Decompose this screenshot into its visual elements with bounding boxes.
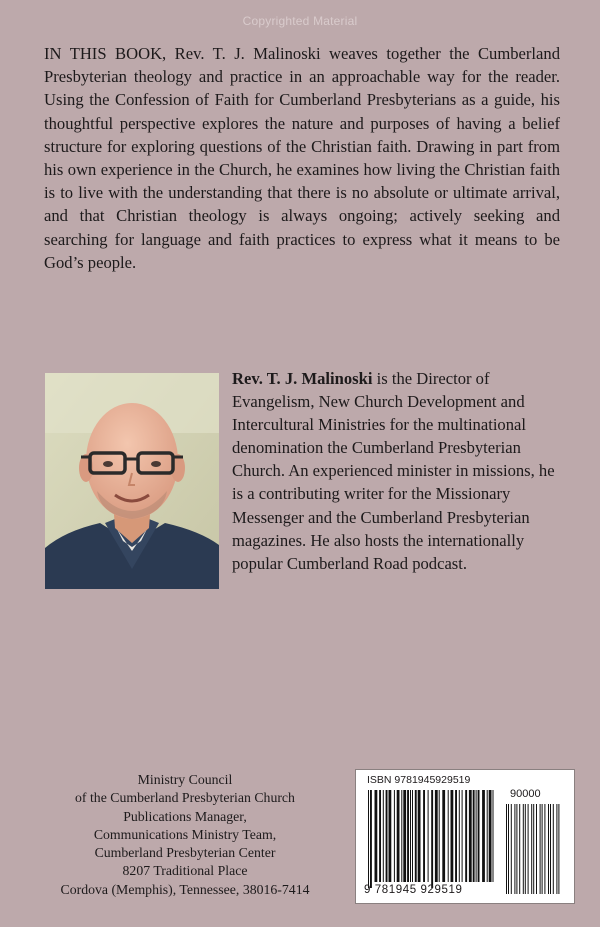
barcode-bar [451,790,454,882]
barcode-bar [368,790,369,888]
author-bio [232,367,562,575]
barcode-bar [465,790,467,882]
publisher-address [30,771,340,899]
barcode-bar [469,790,472,882]
barcode-bar [519,804,520,894]
publisher-line: Communications Ministry Team, [93,826,277,842]
barcode-bar [525,804,526,894]
barcode-bar [487,790,488,882]
barcode-bar [523,804,524,894]
barcode-bar [383,790,384,882]
barcode-bar [401,790,402,882]
author-name: Rev. T. J. Malinoski [232,369,373,388]
barcode-bar [418,790,421,882]
barcode-bar [442,790,445,882]
barcode-bar [553,804,554,894]
barcode-bar [439,790,440,882]
barcode-bar [558,804,559,894]
barcode-bar [455,790,457,882]
barcode-bar [556,804,557,894]
barcode-bar [548,804,549,894]
barcode-bar [397,790,400,882]
ean-bars [368,790,494,888]
price-addon-bars [506,804,559,894]
barcode-bar [423,790,425,882]
barcode-bar [412,790,413,882]
barcode-bar [462,790,463,882]
barcode-bar [386,790,388,882]
book-description: IN THIS BOOK, Rev. T. J. Malinoski weaves together the Cumberland Presbyterian theology and practice in an approachable way for the reader. Using the Confession of Faith for Cumberland Presbyterians as a guide, his thoughtful perspective explores the nature and purposes of having a belief structure for exploring questions of the Christian faith. Drawing in part from his own experience in the Church, he examines how living the Christian faith is to live with the understanding that there is no absolute or ultimate arrival, and that Christian theology is always ongoing; actively seeking and searching for language and faith practices to express what it means to be God’s people. [44,44,560,272]
barcode-bar [540,804,541,894]
author-bio-text: is the Director of Evangelism, New Church Development and Intercultural Ministries for the multinational denomination the Cumberland Presbyterian Church. An experienced minister in missions, he is a contributing writer for the Missionary Messenger and the Cumberland Presbyterian magazines. He also hosts the internationally popular Cumberland Road podcast. [232,369,555,573]
publisher-line: Ministry Council [137,772,233,787]
isbn-label: ISBN 9781945929519 [367,774,471,786]
barcode-bar [511,804,512,894]
barcode-bar [476,790,477,882]
barcode-bar [516,804,517,894]
barcode-bar [403,790,406,882]
barcode-bar [394,790,395,882]
barcode-bar [544,804,545,894]
barcode-bar [550,804,551,894]
barcode-bar [531,804,532,894]
barcode-bar [489,790,492,882]
barcode-bar [415,790,417,882]
barcode-bar [478,790,480,882]
barcode-bar [482,790,485,882]
barcode-bar [431,790,433,888]
barcode-bar [506,804,507,894]
barcode-bar [428,790,429,882]
publisher-line: Cumberland Presbyterian Center [94,845,276,861]
barcode-bar [473,790,475,882]
author-portrait-illustration [45,373,219,589]
publisher-line: Cordova (Memphis), Tennessee, 38016-7414 [60,881,310,897]
barcode-bar [370,790,372,888]
price-code: 90000 [510,788,541,800]
barcode-bar [435,790,438,882]
barcode-bar [375,790,378,882]
publisher-line: of the Cumberland Presbyterian Church [75,790,295,806]
barcode-bar [514,804,515,894]
author-photo [45,373,219,589]
barcode-digits: 9 781945 929519 [364,884,463,896]
barcode-bar [493,790,494,882]
barcode-bar [410,790,411,882]
isbn-barcode [355,769,575,904]
barcode-bar [448,790,449,882]
publisher-line: Publications Manager, [123,808,247,824]
publisher-line: 8207 Traditional Place [122,863,248,879]
barcode-bar [389,790,392,882]
copyright-watermark: Copyrighted Material [242,14,358,28]
barcode-bar [379,790,381,882]
barcode-bar [508,804,509,894]
barcode-bar [542,804,543,894]
barcode-bar [528,804,529,894]
barcode-bar [533,804,534,894]
barcode-bar [536,804,537,894]
barcode-bar [459,790,460,882]
barcode-bar [407,790,409,882]
